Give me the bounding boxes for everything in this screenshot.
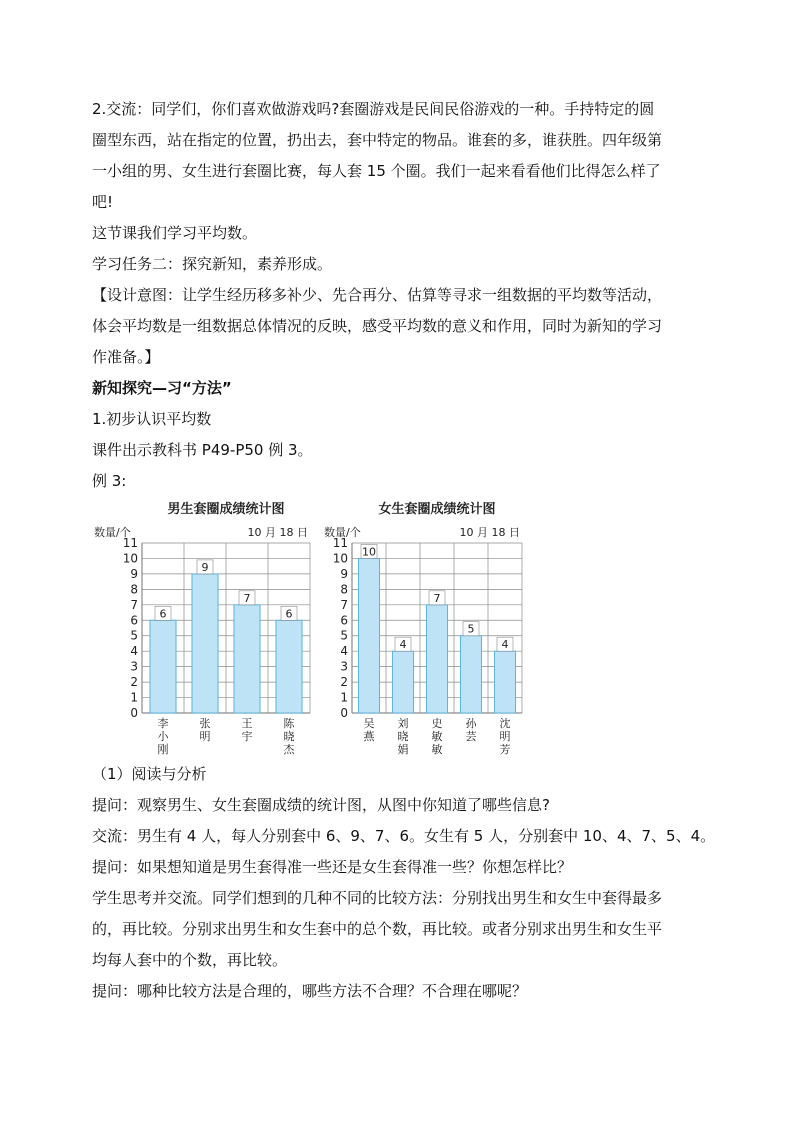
q-line: 均每人套中的个数，再比较。 [92, 951, 288, 969]
data-label: 6 [285, 607, 293, 621]
bar [392, 651, 413, 713]
category-label: 晓 [397, 730, 409, 743]
lesson-line: 这节课我们学习平均数。 [92, 224, 258, 242]
category-label: 吴 [363, 717, 375, 730]
category-label: 芸 [465, 730, 477, 743]
category-label: 小 [157, 730, 169, 743]
bar [276, 620, 302, 713]
bar [192, 574, 218, 713]
chart-date: 10 月 18 日 [247, 526, 308, 539]
category-label: 张 [199, 717, 211, 730]
category-label: 李 [157, 717, 169, 730]
q-line: 学生思考并交流。同学们想到的几种不同的比较方法：分别找出男生和女生中套得最多 [92, 889, 663, 907]
y-tick-label: 1 [130, 690, 138, 705]
y-tick-label: 10 [332, 551, 348, 566]
data-label: 5 [467, 622, 475, 636]
q1-heading: （1）阅读与分析 [92, 765, 207, 783]
y-tick-label: 1 [340, 690, 348, 705]
data-label: 6 [159, 607, 167, 621]
y-tick-label: 3 [340, 659, 348, 674]
y-tick-label: 3 [130, 659, 138, 674]
category-label: 刘 [397, 717, 409, 730]
y-tick-label: 5 [340, 628, 348, 643]
y-tick-label: 9 [340, 566, 348, 581]
bar [460, 636, 481, 713]
y-tick-label: 11 [122, 536, 138, 550]
data-label: 4 [501, 638, 509, 652]
category-label: 明 [499, 730, 511, 743]
q-line: 提问：哪种比较方法是合理的，哪些方法不合理？不合理在哪呢？ [92, 982, 528, 1000]
bar [494, 651, 515, 713]
design-intent-line: 作准备。】 [92, 348, 160, 366]
y-tick-label: 8 [130, 582, 138, 597]
y-tick-label: 2 [130, 675, 138, 690]
category-label: 燕 [363, 730, 375, 743]
category-label: 敏 [431, 730, 443, 743]
category-label: 沈 [499, 717, 511, 730]
courseware-line: 课件出示教科书 P49-P50 例 3。 [92, 441, 313, 459]
category-label: 宇 [241, 730, 253, 743]
y-tick-label: 8 [340, 582, 348, 597]
q-line: 的，再比较。分别求出男生和女生套中的总个数，再比较。或者分别求出男生和女生平 [92, 920, 663, 938]
y-tick-label: 6 [130, 613, 138, 628]
y-tick-label: 11 [332, 536, 348, 550]
q-line: 交流：男生有 4 人，每人分别套中 6、9、7、6。女生有 5 人，分别套中 10、4、7、5、4。 [92, 827, 716, 845]
data-label: 10 [362, 545, 376, 559]
paragraph-line: 一小组的男、女生进行套圈比赛，每人套 15 个圈。我们一起来看看他们比得怎么样了 [92, 162, 661, 180]
category-label: 明 [199, 730, 211, 743]
data-label: 7 [243, 591, 251, 605]
task2-line: 学习任务二：探究新知，素养形成。 [92, 255, 333, 273]
design-intent-line: 【设计意图：让学生经历移多补少、先合再分、估算等寻求一组数据的平均数等活动， [92, 286, 663, 304]
y-tick-label: 9 [130, 566, 138, 581]
category-label: 刚 [157, 743, 169, 756]
data-label: 7 [433, 591, 441, 605]
category-label: 娟 [397, 743, 409, 756]
category-label: 晓 [283, 730, 295, 743]
paragraph-line: 吧! [92, 193, 114, 211]
y-axis-label: 数量/个 [94, 526, 131, 539]
category-label: 芳 [499, 743, 511, 756]
y-tick-label: 10 [122, 551, 138, 566]
chart-date: 10 月 18 日 [459, 526, 520, 539]
y-tick-label: 4 [130, 644, 138, 659]
design-intent-line: 体会平均数是一组数据总体情况的反映，感受平均数的意义和作用，同时为新知的学习 [92, 317, 663, 335]
data-label: 4 [399, 638, 407, 652]
y-tick-label: 7 [130, 597, 138, 612]
bar [426, 605, 447, 713]
example-label: 例 3: [92, 472, 127, 490]
y-tick-label: 5 [130, 628, 138, 643]
y-tick-label: 4 [340, 644, 348, 659]
y-tick-label: 0 [340, 706, 348, 720]
girls-bar-chart [322, 499, 532, 757]
section-heading: 新知探究—习“方法” [92, 379, 232, 397]
y-tick-label: 2 [340, 675, 348, 690]
data-label: 9 [201, 560, 209, 574]
paragraph-line: 2.交流：同学们，你们喜欢做游戏吗?套圈游戏是民间民俗游戏的一种。手持特定的圆 [92, 100, 655, 118]
q-line: 提问：如果想知道是男生套得准一些还是女生套得准一些？你想怎样比？ [92, 858, 573, 876]
boys-bar-chart [92, 499, 322, 757]
chart-title: 男生套圈成绩统计图 [167, 502, 285, 517]
bar [150, 620, 176, 713]
document-page [92, 96, 716, 1009]
charts-area [92, 499, 712, 757]
y-tick-label: 7 [340, 597, 348, 612]
category-label: 史 [431, 717, 443, 730]
chart-title: 女生套圈成绩统计图 [378, 502, 496, 517]
paragraph-line: 圈型东西，站在指定的位置，扔出去，套中特定的物品。谁套的多，谁获胜。四年级第 [92, 131, 663, 149]
bar [358, 558, 379, 713]
category-label: 杰 [283, 743, 295, 756]
category-label: 王 [241, 717, 253, 730]
y-tick-label: 0 [130, 706, 138, 720]
q-line: 提问：观察男生、女生套圈成绩的统计图，从图中你知道了哪些信息? [92, 796, 550, 814]
y-axis-label: 数量/个 [324, 526, 361, 539]
bar [234, 605, 260, 713]
category-label: 敏 [431, 743, 443, 756]
category-label: 孙 [465, 717, 477, 730]
category-label: 陈 [283, 717, 295, 730]
subheading-1: 1.初步认识平均数 [92, 410, 212, 428]
y-tick-label: 6 [340, 613, 348, 628]
